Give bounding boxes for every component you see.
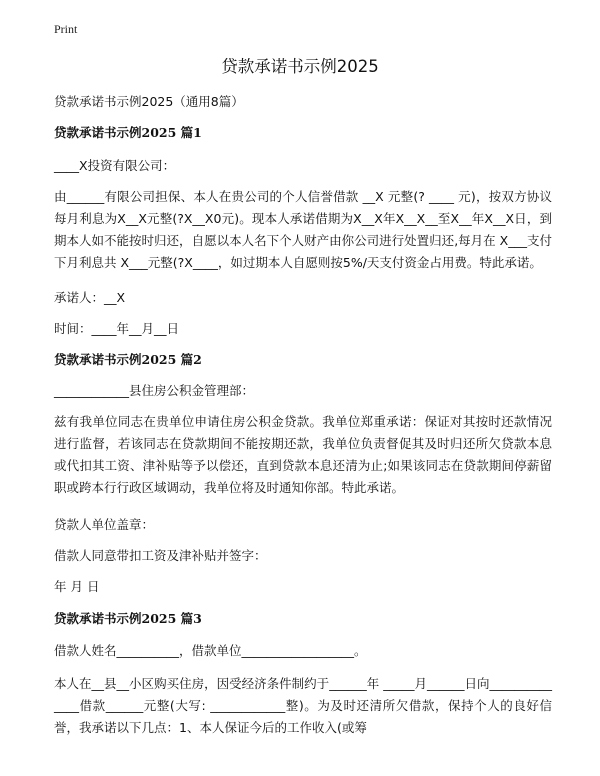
section-1-date: 时间：____年__月__日 [54, 321, 180, 336]
document-subtitle: 贷款承诺书示例2025（通用8篇） [54, 94, 244, 109]
section-1-addressee: ____X投资有限公司： [54, 158, 176, 173]
print-link[interactable]: Print [54, 22, 78, 36]
section-1-body: 由______有限公司担保、本人在贵公司的个人信誉借款 __X 元整(? ____ 元)，按双方协议每月利息为X__X元整(?X__X0元)。现本人承诺借期为X__X年X__X__至X__年X__X日，到期本人如不能按时归还，自愿以本人名下个人财产由你公司进行处置归还,每月在 X___支付下月利息共 X___元整(?X____，如过期本人自愿则按5%/天支付资金占用费。特此承诺。 [54, 189, 552, 270]
section-3-body: 本人在__县__小区购买住房，因受经济条件制约于______年 _____月______日向______________借款______元整(大写: ____________整)。为及时还清所欠借款，保持个人的良好信誉，我承诺以下几点：1、本人保证今后的工作收入(或筹 [54, 676, 552, 735]
section-3-fields-line: 借款人姓名__________，借款单位__________________。 [54, 643, 367, 658]
section-2-date: 年 月 日 [54, 579, 100, 594]
section-2-consent-line: 借款人同意带扣工资及津补贴并签字： [54, 548, 267, 563]
section-2-stamp-line: 贷款人单位盖章： [54, 517, 155, 532]
section-1-heading: 贷款承诺书示例2025 篇1 [54, 125, 202, 140]
section-2-addressee: ____________县住房公积金管理部： [54, 383, 255, 398]
section-2-heading: 贷款承诺书示例2025 篇2 [54, 352, 202, 367]
section-1-signer: 承诺人：__X [54, 290, 126, 305]
section-2-body: 兹有我单位同志在贵单位申请住房公积金贷款。我单位郑重承诺：保证对其按时还款情况进行监督，若该同志在贷款期间不能按期还款，我单位负责督促其及时归还所欠贷款本息或代扣其工资、津补贴等予以偿还，直到贷款本息还清为止;如果该同志在贷款期间停薪留职或跨本行行政区域调动，我单位将及时通知你部。特此承诺。 [54, 414, 552, 495]
document-title: 贷款承诺书示例2025 [221, 57, 379, 76]
section-3-heading: 贷款承诺书示例2025 篇3 [54, 611, 202, 626]
